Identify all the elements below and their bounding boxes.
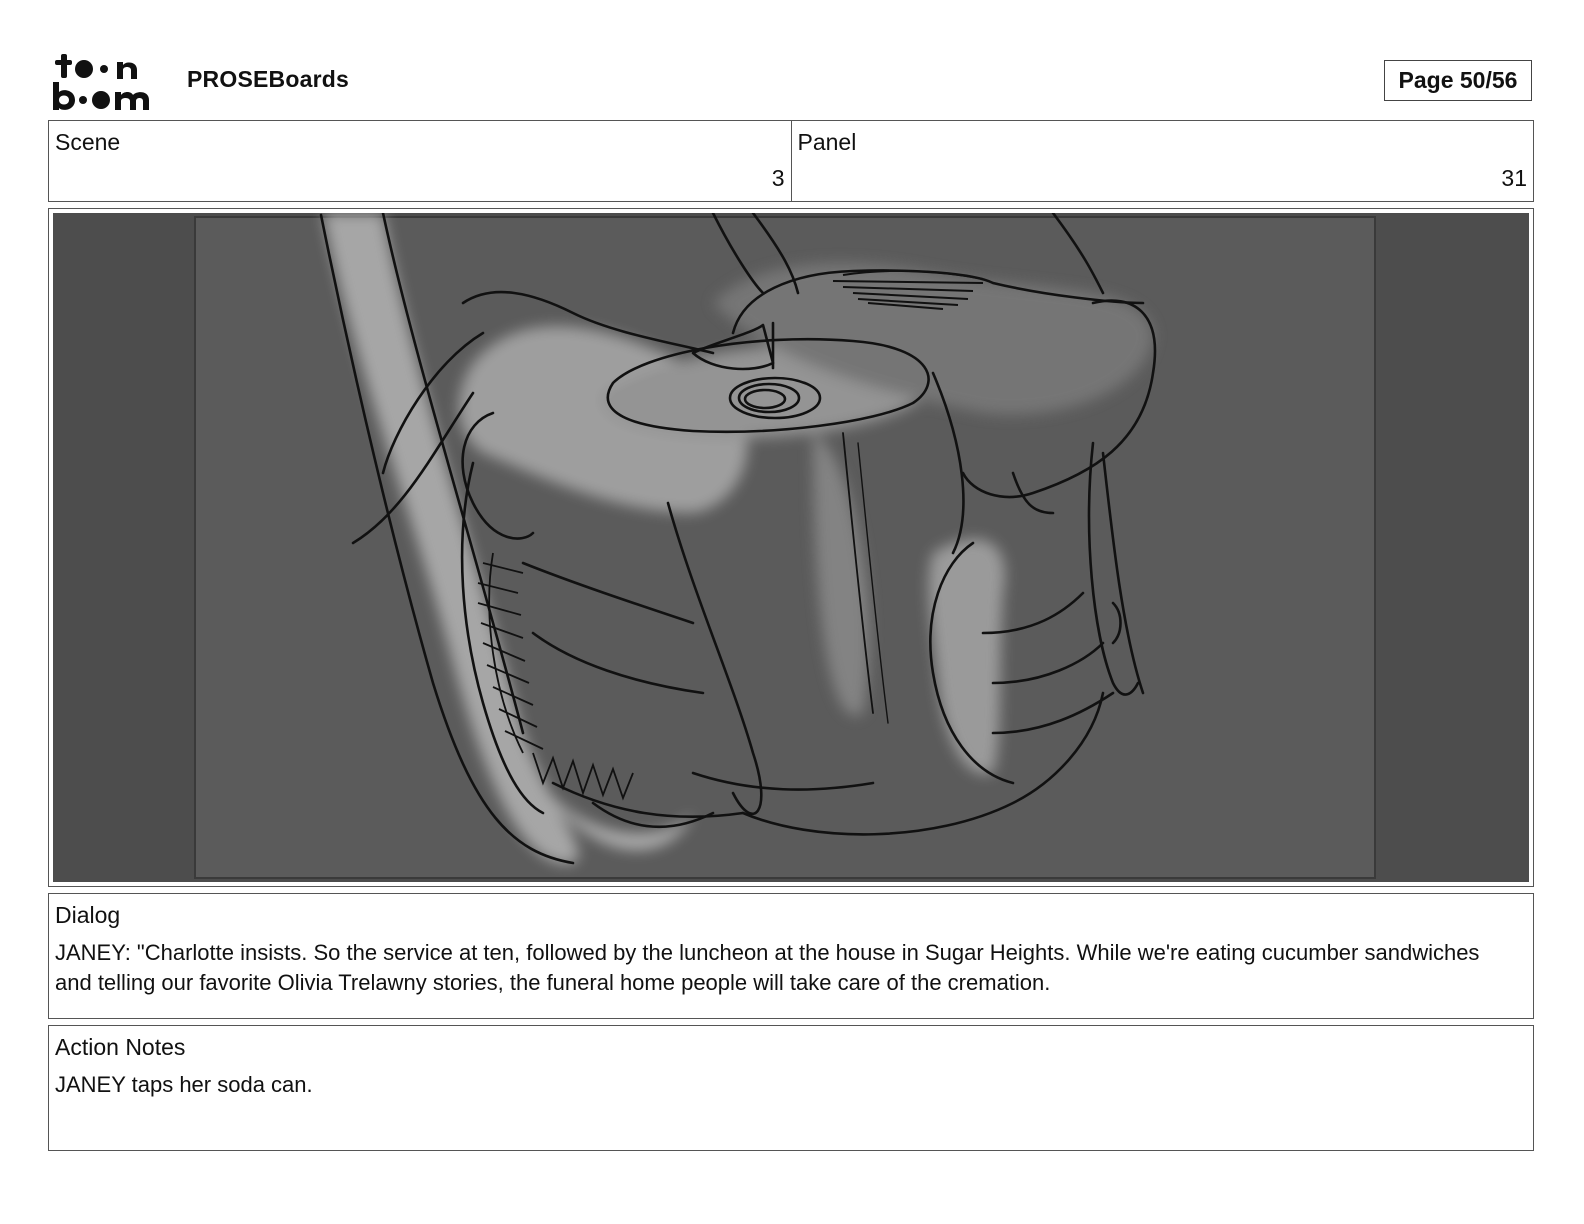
scene-label: Scene <box>55 129 121 155</box>
app-title: PROSEBoards <box>187 66 349 92</box>
scene-panel-row <box>48 120 1534 202</box>
scene-cell <box>49 121 791 201</box>
action-notes-box <box>48 1025 1534 1151</box>
dialog-label: Dialog <box>55 902 121 928</box>
sketch-hands-holding-soda-can-icon <box>53 213 1529 882</box>
panel-cell <box>791 121 1534 201</box>
action-notes-label: Action Notes <box>55 1034 186 1060</box>
dialog-text: JANEY: "Charlotte insists. So the service at ten, followed by the luncheon at the house in Sugar Heights. While we're eating cucumber sandwiches and telling our favorite Olivia Trelawny stories, the funeral home people will take care of the cremation. <box>55 940 1480 995</box>
toon-boom-logo <box>51 52 163 110</box>
panel-label: Panel <box>797 129 857 155</box>
action-notes-text: JANEY taps her soda can. <box>55 1072 313 1097</box>
scene-number: 3 <box>771 165 785 191</box>
page-indicator: Page 50/56 <box>1384 60 1532 101</box>
storyboard-sketch <box>53 213 1529 882</box>
panel-number: 31 <box>1501 165 1527 191</box>
storyboard-frame <box>48 208 1534 887</box>
dialog-box <box>48 893 1534 1019</box>
toon-boom-logo-icon <box>51 52 163 110</box>
